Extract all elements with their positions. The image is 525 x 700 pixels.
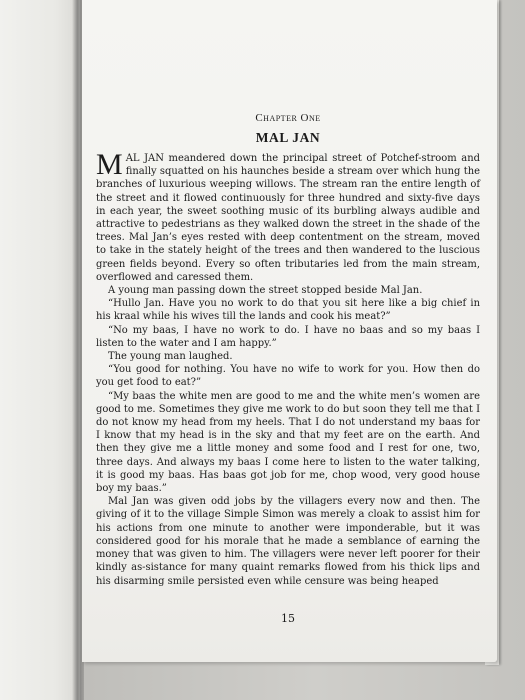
paragraph: “No my baas, I have no work to do. I have no baas and so my baas I listen to the water and I am happy.”: [96, 324, 480, 349]
chapter-title: MAL JAN: [255, 130, 321, 145]
drop-cap: M: [96, 148, 123, 181]
paragraph: “Hullo Jan. Have you no work to do that you sit here like a big chief in his kraal while his wives till the lands and cook his meat?”: [96, 298, 480, 323]
paragraph: [96, 148, 480, 284]
paragraph: The young man laughed.: [108, 351, 233, 363]
paragraph: “You good for nothing. You have no wife to work for you. How then do you get food to eat?”: [96, 364, 480, 389]
paragraph-text: AL JAN meandered down the principal street of Potchef-stroom and finally squatted on his haunches beside a stream over which hung the branches of luxurious weeping willows. The stream ran the entire length of the street and it flowed continuously for three hundred and sixty-five days in each year, the sweet soothing music of its burbling always audible and attractive to pedestrians as they walked down the street in the shade of the trees. Mal Jan’s eyes rested with deep contentment on the stream, moved to take in the stately height of the trees and then wandered to the luscious green fields beyond. Every so often tributaries led from the main stream, overflowed and caressed them.: [96, 153, 480, 283]
page-number: 15: [281, 612, 295, 625]
paragraph: “My baas the white men are good to me and the white men’s women are good to me. Sometimes they give me work to do but soon they tell me that I do not know my head from my heels. That I do not understand my baas for I know that my head is in the sky and that my feet are on the earth. And then they give me a little money and some food and I rest for one, two, three days. And always my baas I come here to listen to the water talking, it is good my baas. Has baas got job for me, chop wood, very good house boy my baas.”: [96, 390, 480, 495]
left-page-edge: [0, 0, 80, 700]
chapter-label: Chapter One: [255, 112, 321, 124]
paragraph: A young man passing down the street stopped beside Mal Jan.: [108, 285, 423, 297]
paragraph: Mal Jan was given odd jobs by the villagers every now and then. The giving of it to the village Simple Simon was merely a cloak to assist him for his actions from one minute to another were imponderable, but it was considered good for his morale that he made a semblance of earning the money that was given to him. The villagers were never left poorer for their kindly as-sistance for many quaint remarks flowed from his thick lips and his disarming smile persisted even while censure was being heaped: [96, 496, 480, 587]
page-text-block: [96, 112, 480, 588]
